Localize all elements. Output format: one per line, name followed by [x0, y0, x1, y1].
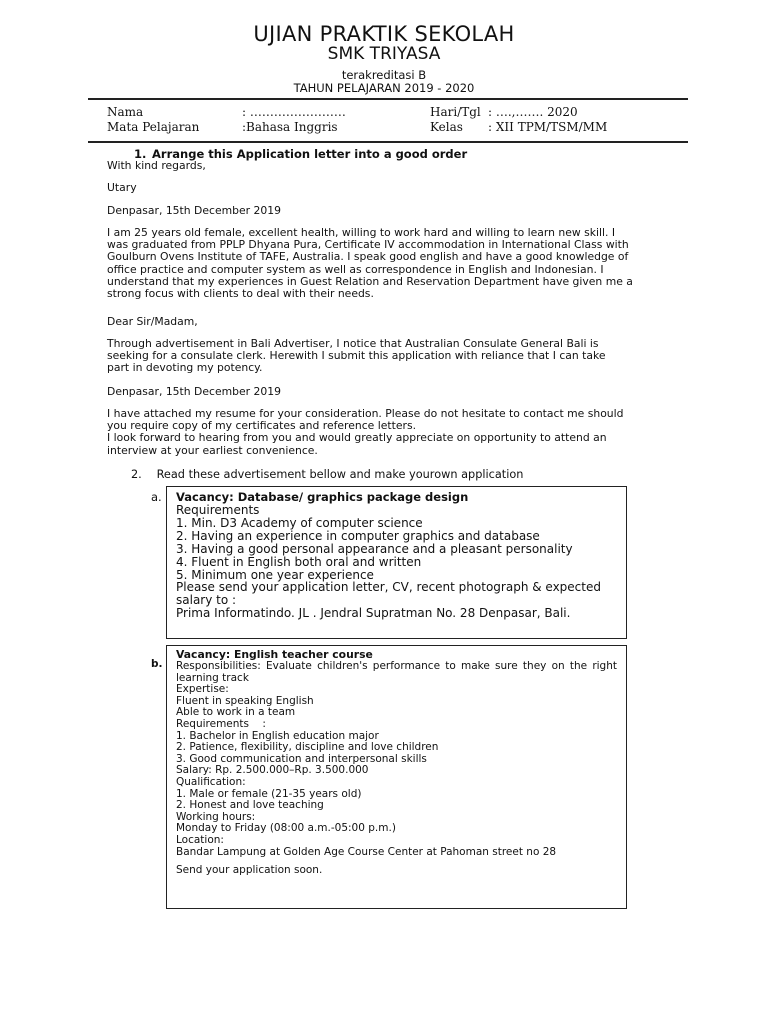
vacancy-b-line: Able to work in a team: [176, 706, 296, 719]
vacancy-b-line: 2. Patience, flexibility, discipline and love children: [176, 741, 439, 754]
nama-label: Nama: [107, 105, 144, 119]
vacancy-a-line: 3. Having a good personal appearance and a pleasant personality: [176, 541, 573, 556]
vacancy-b-line: Salary: Rp. 2.500.000–Rp. 3.500.000: [176, 764, 369, 777]
vacancy-b-line: Expertise:: [176, 683, 229, 696]
vacancy-b-line: 3. Good communication and interpersonal skills: [176, 752, 427, 765]
kelas-value: : XII TPM/TSM/MM: [488, 120, 608, 134]
question-1-number: 1.: [134, 147, 147, 161]
vacancy-b-marker: b.: [151, 658, 163, 670]
vacancy-b-line: Fluent in speaking English: [176, 694, 314, 707]
vacancy-a-line: Please send your application letter, CV, recent photograph & expected salary to :: [176, 580, 601, 608]
nama-value: : ……………………: [242, 105, 346, 119]
vacancy-a-box: [166, 486, 627, 639]
letter-paragraph: I am 25 years old female, excellent health, willing to work hard and willing to learn new skill. I was graduated from PPLP Dhyana Pura, Certificate IV accommodation in International Class with Goulburn Ovens Institute of TAFE, Australia. I speak good english and have a good knowledge of office practice and computer system as well as correspondence in English and Indonesian. I understand that my experiences in Guest Relation and Reservation Department have given me a strong focus with clients to deal with their needs.: [107, 226, 633, 301]
question-1-instruction: Arrange this Application letter into a good order: [152, 147, 468, 161]
letter-paragraph: Denpasar, 15th December 2019: [107, 385, 281, 398]
vacancy-b-line: Monday to Friday (08:00 a.m.-05:00 p.m.): [176, 822, 396, 835]
vacancy-b-line: Location:: [176, 833, 224, 846]
vacancy-b-closing: Send your application soon.: [176, 864, 323, 877]
vacancy-b-line: Working hours:: [176, 810, 256, 823]
exam-title: UJIAN PRAKTIK SEKOLAH: [253, 22, 515, 46]
vacancy-a-title: Vacancy: Database/ graphics package design: [176, 490, 469, 504]
letter-paragraph: Dear Sir/Madam,: [107, 315, 198, 328]
vacancy-b-line: Requirements :: [176, 717, 266, 730]
vacancy-a-line: Requirements: [176, 503, 260, 517]
question-2-number: 2.: [131, 468, 142, 481]
vacancy-b-line: 1. Male or female (21-35 years old): [176, 787, 362, 800]
mapel-value: :Bahasa Inggris: [242, 120, 338, 134]
vacancy-b-line: 2. Honest and love teaching: [176, 799, 324, 812]
vacancy-a-marker: a.: [151, 490, 162, 504]
accreditation: terakreditasi B: [341, 68, 427, 82]
vacancy-a-line: 4. Fluent in English both oral and written: [176, 554, 422, 569]
letter-paragraph: With kind regards,: [107, 159, 206, 172]
vacancy-b-title: Vacancy: English teacher course: [176, 648, 373, 661]
letter-paragraph: I have attached my resume for your consideration. Please do not hesitate to contact me should you require copy of my certificates and reference letters. I look forward to hearing from you and would greatly appreciate on opportunity to attend an interview at your earliest convenience.: [107, 407, 624, 457]
question-2: [131, 468, 523, 481]
vacancy-b-line: Qualification:: [176, 775, 246, 788]
school-name: SMK TRIYASA: [327, 44, 441, 64]
vacancy-b-responsibilities: Responsibilities: Evaluate children's performance to make sure they on the right learning track: [176, 660, 617, 684]
vacancy-b-line: Bandar Lampung at Golden Age Course Center at Pahoman street no 28: [176, 845, 557, 858]
letter-paragraph: Through advertisement in Bali Advertiser, I notice that Australian Consulate General Bali is seeking for a consulate clerk. Herewith I submit this application with reliance that I can take part in devoting my potency.: [107, 337, 606, 375]
letter-paragraph: Denpasar, 15th December 2019: [107, 204, 281, 217]
header-rule-bottom: [88, 141, 688, 143]
vacancy-a-line: Prima Informatindo. JL . Jendral Supratman No. 28 Denpasar, Bali.: [176, 606, 571, 621]
hari-value: : ….,……. 2020: [488, 105, 578, 119]
vacancy-b-line: 1. Bachelor in English education major: [176, 729, 379, 742]
academic-year: TAHUN PELAJARAN 2019 - 2020: [293, 81, 475, 95]
vacancy-a-line: 2. Having an experience in computer graphics and database: [176, 528, 540, 543]
hari-label: Hari/Tgl: [430, 105, 481, 119]
letter-paragraph: Utary: [107, 181, 137, 194]
vacancy-a-line: 5. Minimum one year experience: [176, 567, 374, 582]
vacancy-b-box: [166, 645, 627, 909]
header-rule-top: [88, 98, 688, 100]
kelas-label: Kelas: [430, 120, 463, 134]
question-2-instruction: Read these advertisement bellow and make yourown application: [156, 468, 524, 481]
vacancy-a-line: 1. Min. D3 Academy of computer science: [176, 515, 423, 530]
mapel-label: Mata Pelajaran: [107, 120, 200, 134]
